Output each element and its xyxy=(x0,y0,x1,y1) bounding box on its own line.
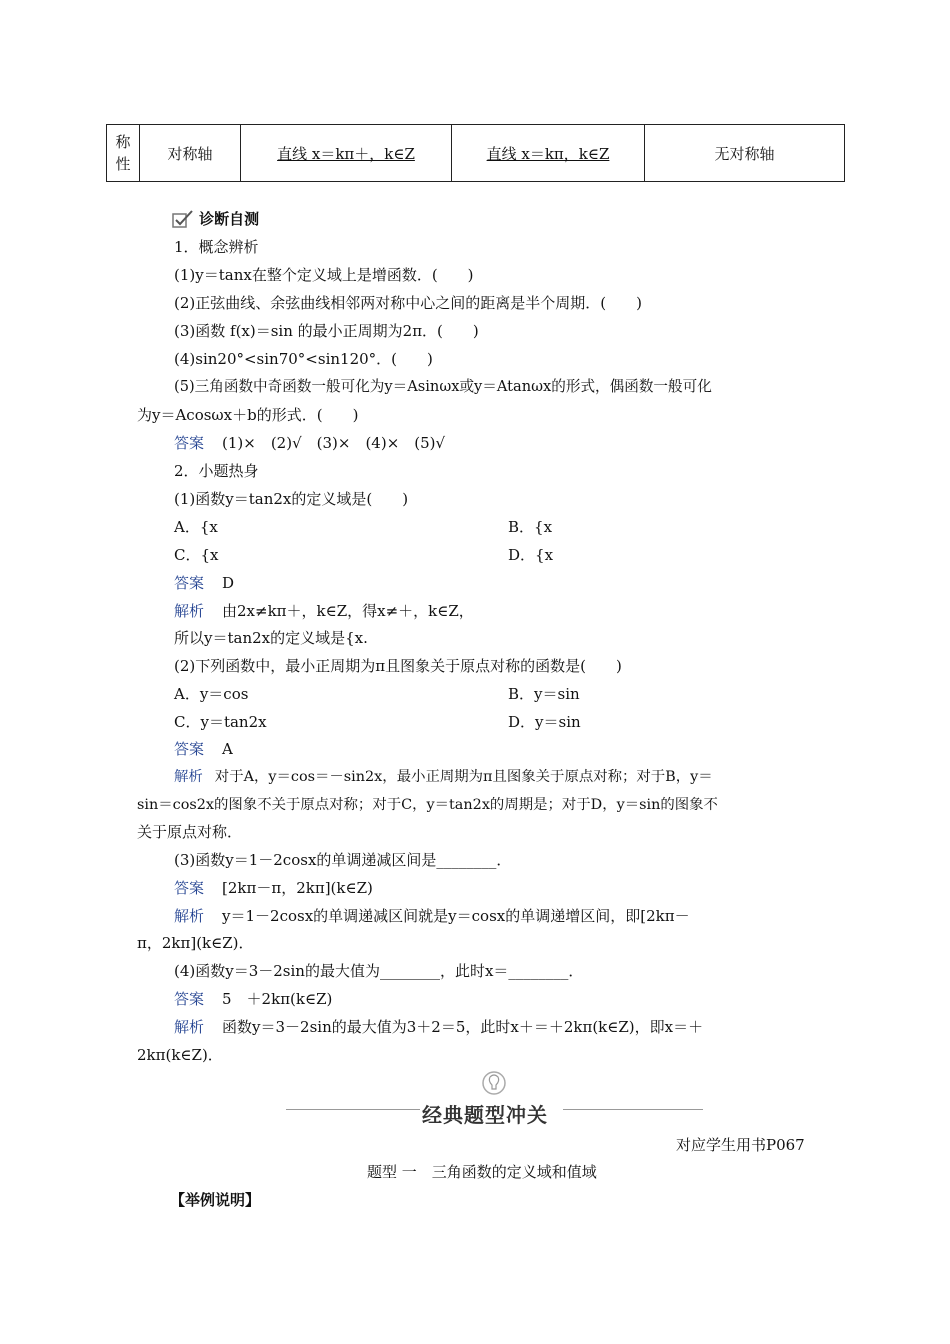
answer-label: 答案 xyxy=(174,879,205,897)
option-a: A．y＝cos xyxy=(174,685,249,703)
example-heading: 【举例说明】 xyxy=(170,1191,261,1209)
symmetry-table xyxy=(106,124,845,182)
q2-title: 2．小题热身 xyxy=(174,462,259,480)
banner-title: 经典题型冲关 xyxy=(422,1103,548,1127)
answer-label: 答案 xyxy=(174,434,205,452)
answer-label: 答案 xyxy=(174,740,205,758)
explanation-label: 解析 xyxy=(174,602,205,620)
section-title: 诊断自测 xyxy=(199,210,260,228)
q2-4: (4)函数y＝3－2sin的最大值为________，此时x＝________． xyxy=(174,962,584,980)
answer-2 xyxy=(174,573,234,593)
q1-item-4: (4)sin20°<sin70°<sin120°．( ) xyxy=(174,350,433,368)
explanation-3-cont: π，2kπ](k∈Z)． xyxy=(137,934,254,952)
answer-5 xyxy=(174,989,332,1009)
answer-4-text: [2kπ－π，2kπ](k∈Z) xyxy=(222,879,373,897)
explanation-2-end: 关于原点对称． xyxy=(137,823,243,841)
explanation-3 xyxy=(174,906,690,926)
answer-3-text: A xyxy=(222,740,233,758)
explanation-1 xyxy=(174,601,474,621)
page-reference: 对应学生用书P067 xyxy=(676,1136,805,1154)
option-d: D．y＝sin xyxy=(508,713,581,731)
explanation-4 xyxy=(174,1017,703,1037)
q1-item-5-cont: 为y＝Acosωx＋b的形式．( ) xyxy=(137,406,359,424)
q2-3: (3)函数y＝1－2cosx的单调递减区间是________． xyxy=(174,851,512,869)
q1-item-2: (2)正弦曲线、余弦曲线相邻两对称中心之间的距离是半个周期．( ) xyxy=(174,294,642,312)
explanation-4-cont: 2kπ(k∈Z)． xyxy=(137,1046,223,1064)
answer-3 xyxy=(174,739,233,759)
table-tan-cell: 无对称轴 xyxy=(645,125,845,182)
table-sin-cell: 直线 x＝kπ＋，k∈Z xyxy=(277,144,415,163)
section-heading xyxy=(172,208,259,230)
table-label-cell: 对称轴 xyxy=(140,125,241,182)
explanation-2 xyxy=(174,767,713,787)
bulb-icon xyxy=(480,1071,508,1097)
explanation-1-text: 由2x≠kπ＋，k∈Z，得x≠＋，k∈Z， xyxy=(222,602,474,620)
explanation-2-cont: sin＝cos2x的图象不关于原点对称；对于C，y＝tan2x的周期是；对于D，y＝sin的图象不 xyxy=(137,797,718,813)
option-b: B．y＝sin xyxy=(508,685,580,703)
q2-1: (1)函数y＝tan2x的定义域是( ) xyxy=(174,490,409,508)
q1-item-1: (1)y＝tanx在整个定义域上是增函数．( ) xyxy=(174,266,474,284)
q2-2: (2)下列函数中，最小正周期为π且图象关于原点对称的函数是( ) xyxy=(174,657,622,675)
q1-item-3: (3)函数 f(x)＝sin 的最小正周期为2π．( ) xyxy=(174,322,479,340)
table-cos-cell: 直线 x＝kπ，k∈Z xyxy=(486,144,610,163)
option-c: C．{x xyxy=(174,546,219,564)
answer-1 xyxy=(174,433,445,453)
answer-5-text: 5 ＋2kπ(k∈Z) xyxy=(222,990,333,1008)
answer-1-text: (1)× (2)√ (3)× (4)× (5)√ xyxy=(222,434,446,452)
answer-label: 答案 xyxy=(174,574,205,592)
answer-2-text: D xyxy=(222,574,235,592)
check-edit-icon xyxy=(172,209,194,229)
option-b: B．{x xyxy=(508,518,553,536)
answer-label: 答案 xyxy=(174,990,205,1008)
explanation-3-text: y＝1－2cosx的单调递减区间就是y＝cosx的单调递增区间，即[2kπ－ xyxy=(222,907,690,925)
banner-rule-left xyxy=(286,1109,420,1110)
explanation-2-text: 对于A，y＝cos＝－sin2x，最小正周期为π且图象关于原点对称；对于B，y＝ xyxy=(214,769,713,785)
q1-title: 1．概念辨析 xyxy=(174,238,259,256)
option-c: C．y＝tan2x xyxy=(174,713,267,731)
table-row-head: 称 性 xyxy=(107,125,140,182)
option-a: A．{x xyxy=(174,518,218,536)
explanation-label: 解析 xyxy=(174,1018,205,1036)
q1-item-5: (5)三角函数中奇函数一般可化为y＝Asinωx或y＝Atanωx的形式，偶函数一般可化 xyxy=(174,378,712,395)
explanation-label: 解析 xyxy=(174,769,203,785)
explanation-label: 解析 xyxy=(174,907,205,925)
banner-rule-right xyxy=(563,1109,703,1110)
topic-title: 题型 一 三角函数的定义域和值域 xyxy=(367,1163,597,1181)
explanation-1-cont: 所以y＝tan2x的定义域是{x. xyxy=(174,629,368,647)
option-d: D．{x xyxy=(508,546,554,564)
explanation-4-text: 函数y＝3－2sin的最大值为3＋2＝5，此时x＋＝＋2kπ(k∈Z)，即x＝＋ xyxy=(222,1018,704,1036)
answer-4 xyxy=(174,878,373,898)
